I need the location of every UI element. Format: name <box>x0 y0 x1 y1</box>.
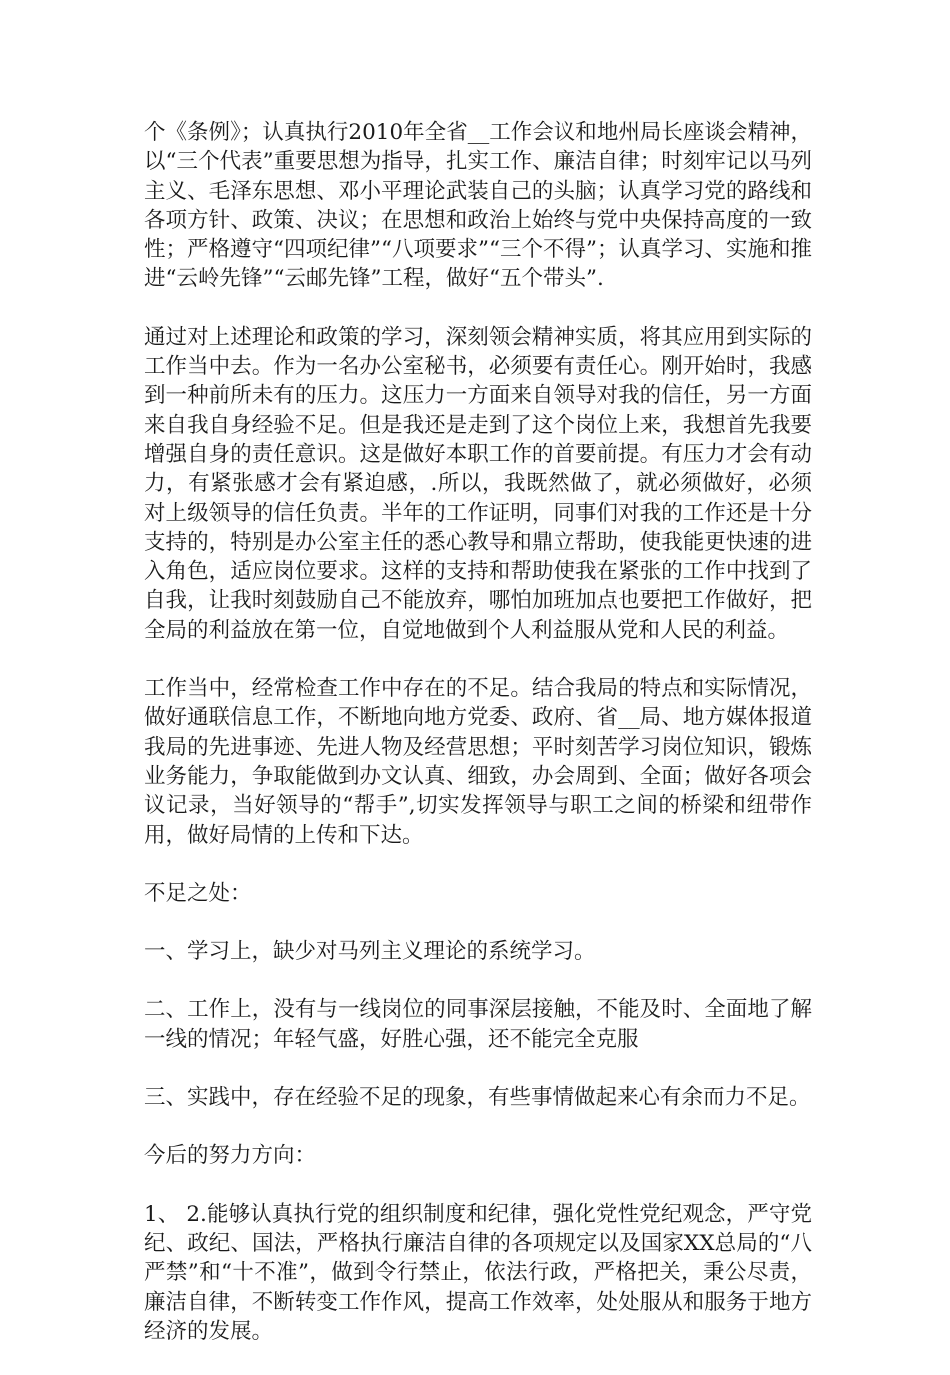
shortcoming-item-study: 一、学习上，缺少对马列主义理论的系统学习。 <box>144 939 596 965</box>
shortcoming-item-practice: 三、实践中，存在经验不足的现象，有些事情做起来心有余而力不足。 <box>144 1085 811 1111</box>
future-direction-item: 1、 2.能够认真执行党的组织制度和纪律，强化党性党纪观念，严守党纪、政纪、国法，严格执行廉洁自律的各项规定以及国家XX总局的“八严禁”和“十不准”，做到令行禁止，依法行政，严格把关，秉公尽责，廉洁自律，不断转变工作作风，提高工作效率，处处服从和服务于地方经济的发展。 <box>144 1201 812 1344</box>
paragraph-responsibility: 通过对上述理论和政策的学习，深刻领会精神实质，将其应用到实际的工作当中去。作为一名办公室秘书，必须要有责任心。刚开始时，我感到一种前所未有的压力。这压力一方面来自领导对我的信任，另一方面来自我自身经验不足。但是我还是走到了这个岗位上来，我想首先我要增强自身的责任意识。这是做好本职工作的首要前提。有压力才会有动力，有紧张感才会有紧迫感，.所以，我既然做了，就必须做好，必须对上级领导的信任负责。半年的工作证明，同事们对我的工作还是十分支持的，特别是办公室主任的悉心教导和鼎立帮助，使我能更快速的进入角色，适应岗位要求。这样的支持和帮助使我在紧张的工作中找到了自我，让我时刻鼓励自己不能放弃，哪怕加班加点也要把工作做好，把全局的利益放在第一位，自觉地做到个人利益服从党和人民的利益。 <box>144 324 812 643</box>
shortcoming-item-work: 二、工作上，没有与一线岗位的同事深层接触，不能及时、全面地了解一线的情况；年轻气盛，好胜心强，还不能完全克服 <box>144 997 812 1052</box>
document-body <box>144 118 812 1375</box>
heading-future-direction: 今后的努力方向： <box>144 1143 317 1169</box>
heading-shortcomings: 不足之处： <box>144 880 252 906</box>
paragraph-work-review: 工作当中，经常检查工作中存在的不足。结合我局的特点和实际情况，做好通联信息工作，不断地向地方党委、政府、省__局、地方媒体报道我局的先进事迹、先进人物及经营思想；平时刻苦学习岗位知识，锻炼业务能力，争取能做到办文认真、细致，办会周到、全面；做好各项会议记录，当好领导的“帮手”,切实发挥领导与职工之间的桥梁和纽带作用，做好局情的上传和下达。 <box>144 676 812 848</box>
paragraph-study-regulations: 个《条例》；认真执行2010年全省__工作会议和地州局长座谈会精神，以“三个代表”重要思想为指导，扎实工作、廉洁自律；时刻牢记以马列主义、毛泽东思想、邓小平理论武装自己的头脑；认真学习党的路线和各项方针、政策、决议；在思想和政治上始终与党中央保持高度的一致性；严格遵守“四项纪律”“八项要求”“三个不得”；认真学习、实施和推进“云岭先锋”“云邮先锋”工程，做好“五个带头”. <box>144 120 812 292</box>
